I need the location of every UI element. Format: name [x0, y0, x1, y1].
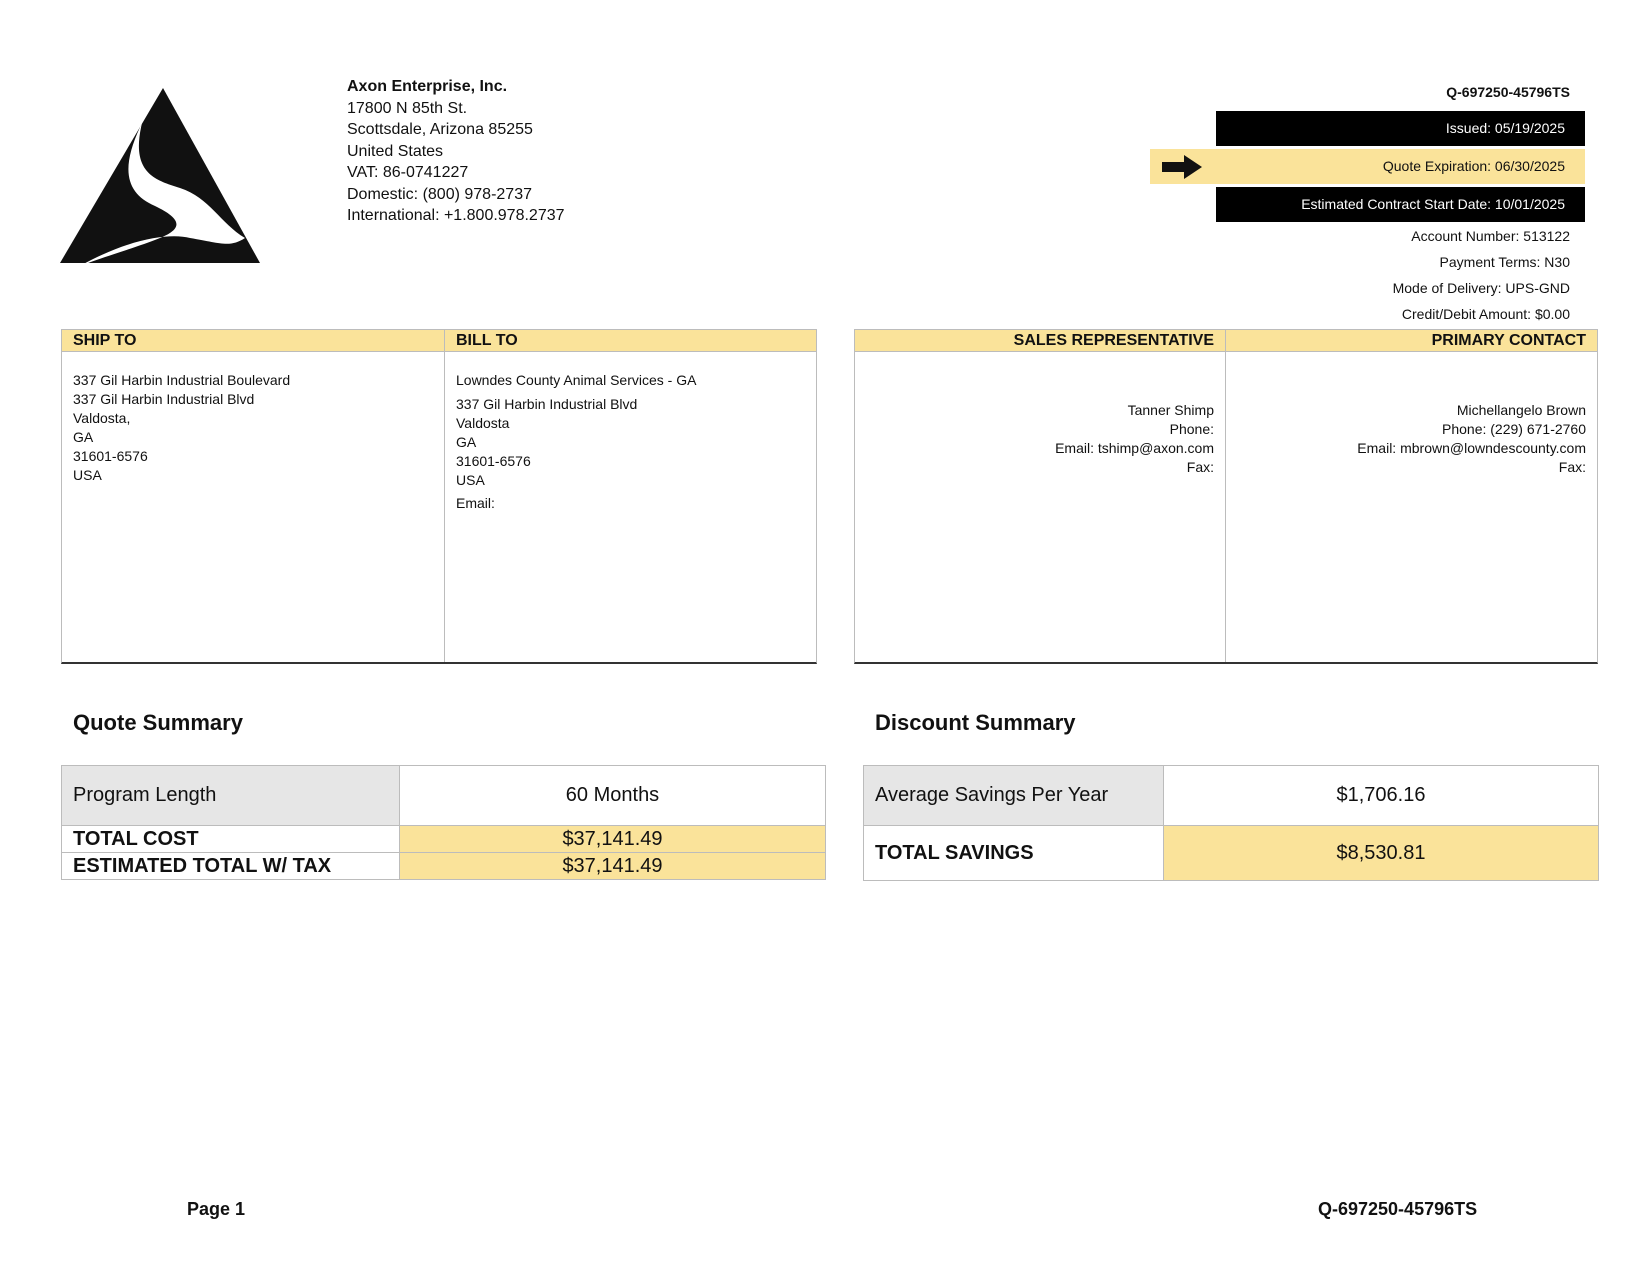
bill-to-column	[445, 330, 816, 662]
sales-rep-header: SALES REPRESENTATIVE	[855, 330, 1225, 352]
credit-debit-amount: Credit/Debit Amount: $0.00	[1401, 306, 1570, 322]
sales-rep-column	[855, 330, 1226, 662]
company-vat: VAT: 86-0741227	[347, 164, 469, 181]
contacts-table	[854, 329, 1598, 664]
avg-savings-label: Average Savings Per Year	[864, 766, 1164, 826]
contract-start-date-bar: Estimated Contract Start Date: 10/01/2025	[1216, 187, 1585, 222]
total-savings-label: TOTAL SAVINGS	[864, 826, 1164, 881]
company-name: Axon Enterprise, Inc.	[347, 78, 508, 95]
sales-rep-details	[855, 352, 1225, 477]
total-cost-value: $37,141.49	[400, 826, 826, 853]
discount-summary-title: Discount Summary	[875, 710, 1076, 735]
bill-to-line: Valdosta	[456, 415, 510, 431]
ship-to-line: Valdosta,	[73, 410, 131, 426]
ship-to-column	[62, 330, 445, 662]
program-length-label: Program Length	[62, 766, 400, 826]
estimated-total-label: ESTIMATED TOTAL W/ TAX	[62, 853, 400, 880]
ship-to-line: GA	[73, 429, 94, 445]
company-address-line-2: Scottsdale, Arizona 85255	[347, 121, 533, 138]
table-row	[62, 766, 826, 826]
quote-expiration-bar	[1150, 149, 1585, 184]
primary-contact-details	[1226, 352, 1597, 477]
ship-to-line: 337 Gil Harbin Industrial Boulevard	[73, 372, 291, 388]
company-address-line-1: 17800 N 85th St.	[347, 99, 468, 117]
quote-summary-table	[61, 765, 826, 880]
quote-expiration-text: Quote Expiration: 06/30/2025	[1382, 158, 1565, 174]
sales-rep-phone: Phone:	[1169, 421, 1214, 437]
primary-contact-name: Michellangelo Brown	[1456, 402, 1586, 418]
primary-contact-email: Email: mbrown@lowndescounty.com	[1357, 440, 1586, 456]
bill-to-line: USA	[456, 472, 485, 488]
ship-to-address	[62, 352, 444, 485]
program-length-value: 60 Months	[400, 766, 826, 826]
bill-to-line: GA	[456, 434, 477, 450]
company-domestic-phone: Domestic: (800) 978-2737	[347, 185, 532, 203]
page-number: Page 1	[187, 1199, 246, 1219]
mode-of-delivery: Mode of Delivery: UPS-GND	[1392, 280, 1570, 296]
ship-bill-table	[61, 329, 817, 664]
table-row	[864, 766, 1599, 826]
table-row	[62, 853, 826, 880]
sales-rep-fax: Fax:	[1186, 459, 1214, 475]
table-row	[864, 826, 1599, 881]
primary-contact-fax: Fax:	[1558, 459, 1586, 475]
footer-quote-number: Q-697250-45796TS	[1318, 1199, 1478, 1219]
ship-to-line: 31601-6576	[73, 448, 148, 464]
primary-contact-phone: Phone: (229) 671-2760	[1442, 421, 1586, 437]
bill-to-line: 337 Gil Harbin Industrial Blvd	[456, 396, 638, 412]
sales-rep-email: Email: tshimp@axon.com	[1055, 440, 1214, 456]
company-country: United States	[347, 142, 444, 160]
arrow-right-icon	[1162, 155, 1202, 179]
bill-to-header: BILL TO	[445, 330, 816, 352]
table-row	[62, 826, 826, 853]
bill-to-email: Email:	[456, 495, 495, 511]
sales-rep-name: Tanner Shimp	[1127, 402, 1214, 418]
issued-date-bar: Issued: 05/19/2025	[1216, 111, 1585, 146]
ship-to-header: SHIP TO	[62, 330, 444, 352]
quote-number: Q-697250-45796TS	[1446, 84, 1570, 100]
bill-to-name: Lowndes County Animal Services - GA	[456, 372, 697, 388]
company-international-phone: International: +1.800.978.2737	[347, 207, 565, 224]
ship-to-line: 337 Gil Harbin Industrial Blvd	[73, 391, 255, 407]
primary-contact-header: PRIMARY CONTACT	[1226, 330, 1597, 352]
discount-summary-table	[863, 765, 1599, 881]
ship-to-line: USA	[73, 467, 102, 483]
primary-contact-column	[1226, 330, 1597, 662]
bill-to-address	[445, 352, 816, 513]
estimated-total-value: $37,141.49	[400, 853, 826, 880]
bill-to-line: 31601-6576	[456, 453, 531, 469]
account-number: Account Number: 513122	[1411, 228, 1570, 244]
total-cost-label: TOTAL COST	[62, 826, 400, 853]
axon-logo	[60, 88, 260, 273]
payment-terms: Payment Terms: N30	[1439, 254, 1570, 270]
avg-savings-value: $1,706.16	[1164, 766, 1599, 826]
quote-summary-title: Quote Summary	[73, 710, 243, 735]
total-savings-value: $8,530.81	[1164, 826, 1599, 881]
company-address-block	[347, 76, 565, 227]
